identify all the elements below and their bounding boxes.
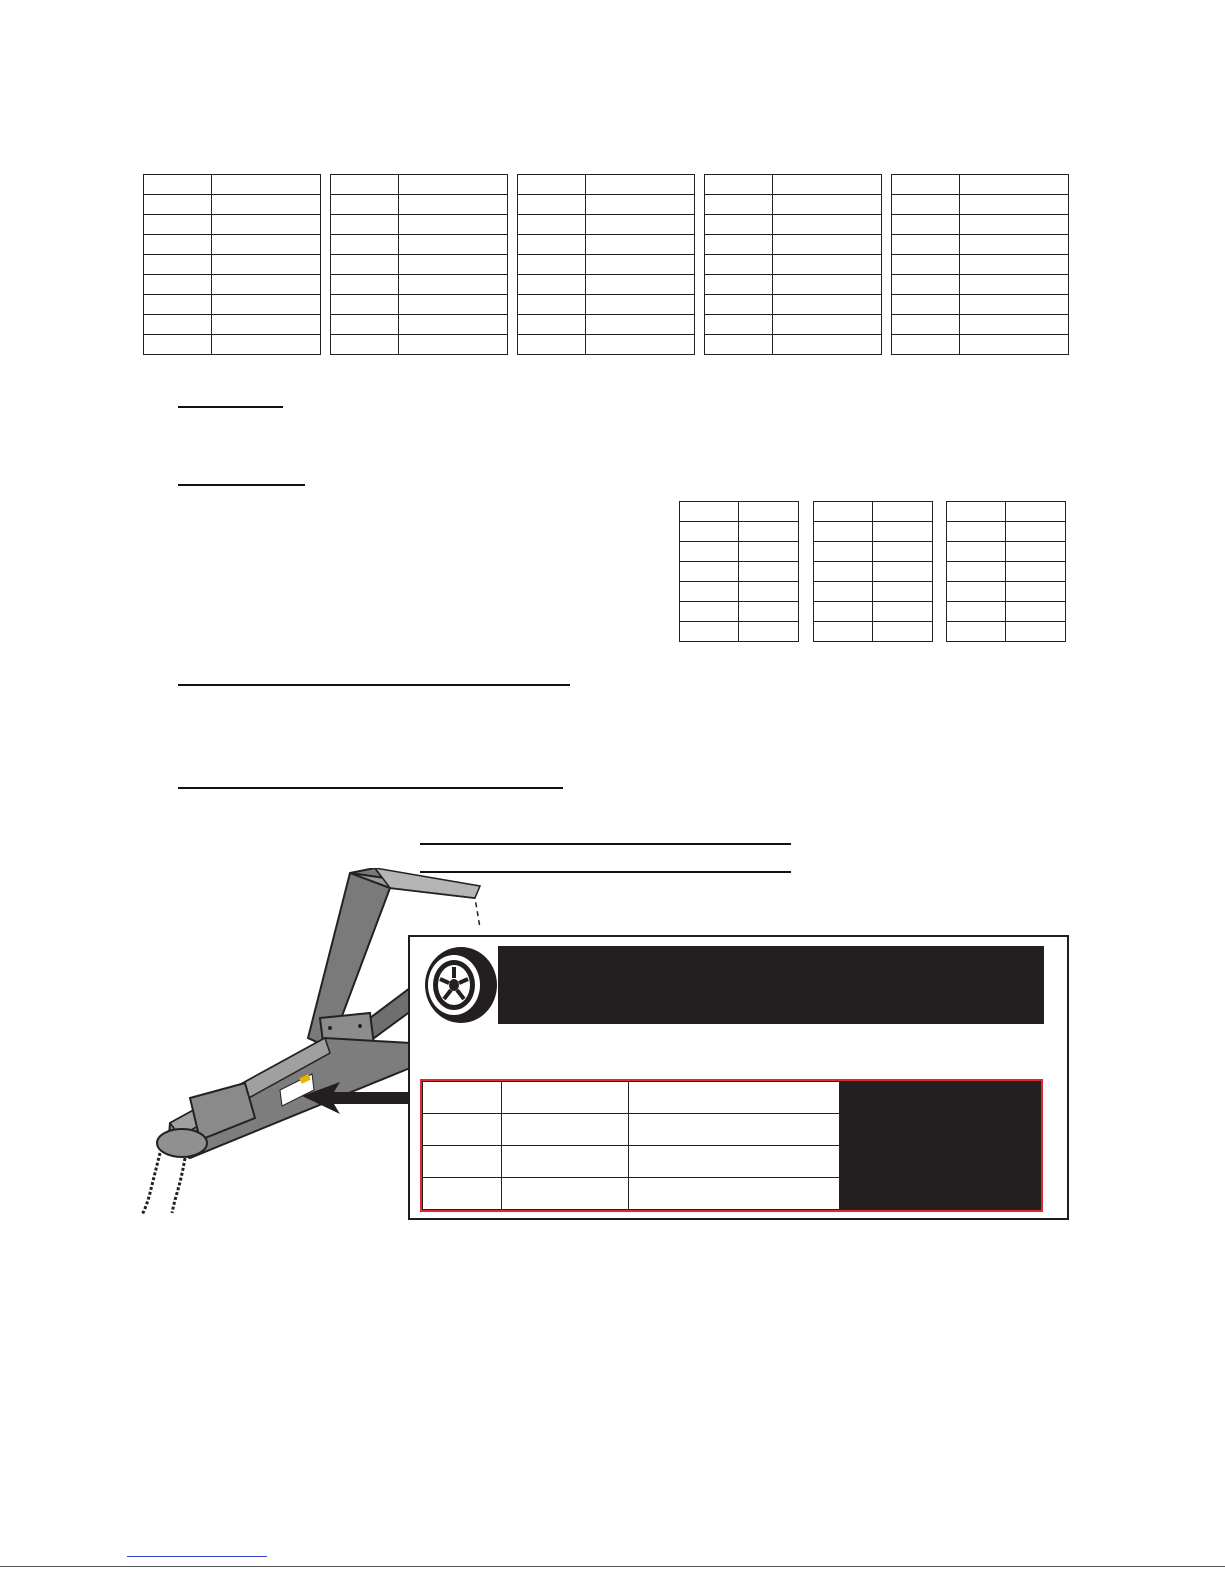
torque-tables-row [143, 174, 1069, 360]
footer-rule [0, 1566, 1225, 1567]
section-heading-4-underline [178, 787, 563, 789]
spec-table-2 [813, 501, 933, 642]
footer-link-underline[interactable] [127, 1556, 267, 1557]
tire-info-placard [408, 935, 1069, 1220]
torque-table-5 [891, 174, 1069, 355]
spec-tables-row [679, 501, 1067, 647]
section-heading-2-underline [178, 484, 305, 486]
tire-pressure-table [420, 1079, 1043, 1212]
figure-caption-underline-1 [420, 843, 791, 845]
torque-table-1 [143, 174, 321, 355]
torque-table-4 [704, 174, 882, 355]
torque-table-2 [330, 174, 508, 355]
section-heading-1-underline [178, 406, 283, 408]
section-heading-3-underline [178, 684, 570, 686]
placard-black-cell [840, 1082, 1041, 1210]
spec-table-3 [946, 501, 1066, 642]
torque-table-3 [517, 174, 695, 355]
spec-table-1 [679, 501, 799, 642]
placard-header-banner [498, 946, 1044, 1024]
arrow-left-icon [300, 1078, 420, 1118]
tire-icon [418, 945, 498, 1025]
